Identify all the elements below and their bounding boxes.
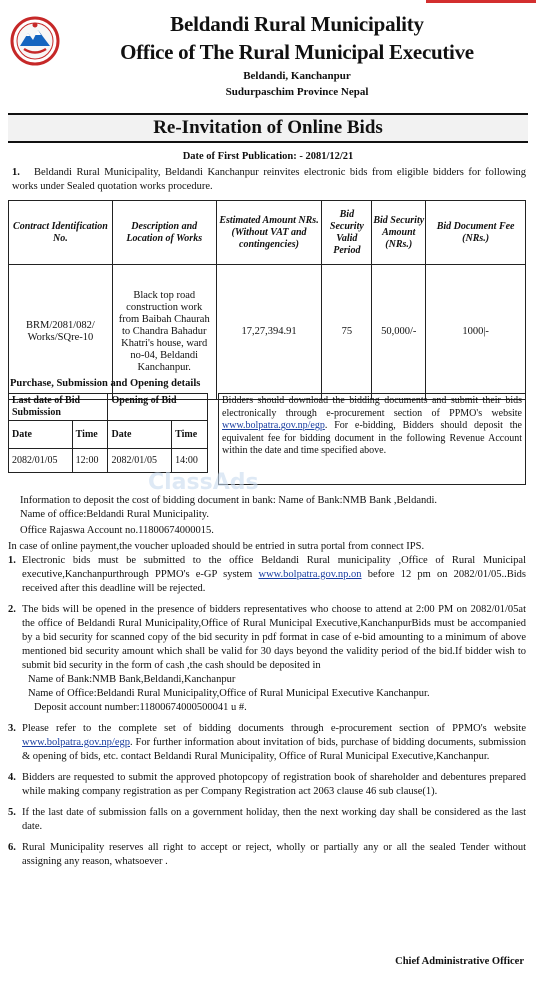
cell-contract-id: BRM/2081/082/ Works/SQre-10 [9,265,113,400]
cell-estimated-amount: 17,27,394.91 [216,265,322,400]
header [0,10,536,110]
submission-note-text-2: . For e-bidding, Bidders should deposit the equivalent fee for bidding document in the following Revenue Account within the date and time specified above. [222,420,522,456]
bolpatra-link[interactable]: www.bolpatra.gov.np.on [258,569,362,580]
item-number: 1. [8,555,16,566]
item-number: 5. [8,807,16,818]
bid-table [8,200,526,400]
cell-doc-fee: 1000|- [426,265,526,400]
col-header-description: Description and Location of Works [112,201,216,265]
list-item [0,722,536,764]
bid-table-header-row [9,201,526,265]
open-date-value: 2082/01/05 [108,449,172,473]
item-text: The bids will be opened in the presence of bidders representatives who choose to attend at 2:00 PM on 2082/01/05at the office of Beldandi Rural Municipality,Office of Rural Municipal Executive,KanchanpurBids must be accompanied by a bid security for scanned copy of the bid security in pdf format in case of e-bid amounting to a minimum of above mentioned bid security amount which shall be valid for 30 days beyond the validity period of the bid.If bidder wish to submit bid security in the form of cash ,the cash should be deposited in [22,604,526,671]
office-name-line: Name of Office:Beldandi Rural Municipality,Office of Rural Municipal Executive Kanchanpur. [28,688,430,699]
item-text: Rural Municipality reserves all right to accept or reject, wholly or partially any or all the sealed Tender without assigning any reason, whatsoever . [22,842,526,867]
open-time-col: Time [172,421,208,449]
item-text: Electronic bids must be submitted to the office Beldandi Rural municipality ,Office of Rural Municipal executive,Kanchanpurthrough PPMO's e-GP system [22,555,526,580]
bank-name-line: Name of Bank:NMB Bank,Beldandi,Kanchanpur [28,674,236,685]
signature: Chief Administrative Officer [395,956,524,967]
deposit-account-line: Deposit account number:11800674000500041 u #. [34,702,247,713]
list-item [0,554,536,596]
last-date-header: Last date of Bid Submission [9,394,108,421]
address-line-1: Beldandi, Kanchanpur [243,70,351,82]
deposit-line-4: In case of online payment,the voucher uploaded should be entried in sutra portal from connect IPS. [8,541,425,552]
cell-valid-period: 75 [322,265,372,400]
cell-description: Black top road construction work from Baibah Chaurah to Chandra Bahadur Khatri's house, ward no-04, Beldandi Kanchanpur. [112,265,216,400]
item-text-2: before 12 pm on 2082/01/05..Bids received after this deadline will be rejected. [22,569,527,594]
top-red-bar [426,0,536,3]
col-header-doc-fee: Bid Document Fee (NRs.) [426,201,526,265]
submission-table [8,393,208,473]
item-text-2: . For further information about invitation of bids, purchase of bidding documents, submission & opening of bids, etc. contact Beldandi Rural Municipality, Office of Rural Municipal Executive,Kanchanpur. [22,737,526,762]
open-date-col: Date [108,421,172,449]
watermark: ClassAds [148,470,259,495]
deposit-line-3: Office Rajaswa Account no.11800674000015. [20,525,214,536]
egp-link-2[interactable]: www.bolpatra.gov.np/egp [22,737,130,748]
item-number: 2. [8,604,16,615]
item-text: If the last date of submission falls on a government holiday, then the next working day shall be considered as the last date. [22,807,526,832]
deposit-line-1: Information to deposit the cost of bidding document in bank: Name of Bank:NMB Bank ,Beldandi. [20,495,438,506]
intro-number: 1. [12,167,20,178]
publication-date: Date of First Publication: - 2081/12/21 [182,151,354,162]
last-time-value: 12:00 [72,449,108,473]
col-header-security-amount: Bid Security Amount (NRs.) [372,201,426,265]
egp-link[interactable]: www.bolpatra.gov.np/egp [222,420,325,431]
col-header-valid-period: Bid Security Valid Period [322,201,372,265]
last-date-col: Date [9,421,73,449]
list-item [0,771,536,799]
cell-security-amount: 50,000/- [372,265,426,400]
municipality-title: Beldandi Rural Municipality [170,12,424,36]
col-header-contract-id: Contract Identification No. [9,201,113,265]
submission-note [218,393,526,485]
deposit-line-2: Name of office:Beldandi Rural Municipality. [20,509,209,520]
submission-note-text: Bidders should download the bidding documents and submit their bids electronically through e-procurement section of PPMO's website [222,395,522,419]
opening-header: Opening of Bid [108,394,208,421]
item-text: Please refer to the complete set of bidding documents through e-procurement section of PPMO's website [22,723,526,734]
intro-text: Beldandi Rural Municipality, Beldandi Kanchanpur reinvites electronic bids from eligible bidders for following works under Sealed quotation works procedure. [12,167,526,192]
nepal-government-emblem-icon [10,16,60,66]
last-time-col: Time [72,421,108,449]
open-time-value: 14:00 [172,449,208,473]
intro-paragraph [12,166,526,194]
list-item [0,603,536,673]
item-text: Bidders are requested to submit the approved photopcopy of registration book of shareholder and debentures prepared while making company registration as per Company Registration act 2063 clause 46 sub clause(1). [22,772,526,797]
list-item [0,841,536,869]
office-title: Office of The Rural Municipal Executive [120,40,474,64]
address-line-2: Sudurpaschim Province Nepal [225,86,369,98]
notice-body [0,494,536,869]
list-item [0,806,536,834]
item-number: 3. [8,723,16,734]
last-date-value: 2082/01/05 [9,449,73,473]
notice-banner-title: Re-Invitation of Online Bids [8,113,528,143]
submission-section-title: Purchase, Submission and Opening details [10,378,201,389]
item-number: 4. [8,772,16,783]
col-header-estimated-amount: Estimated Amount NRs. (Without VAT and contingencies) [216,201,322,265]
item-number: 6. [8,842,16,853]
